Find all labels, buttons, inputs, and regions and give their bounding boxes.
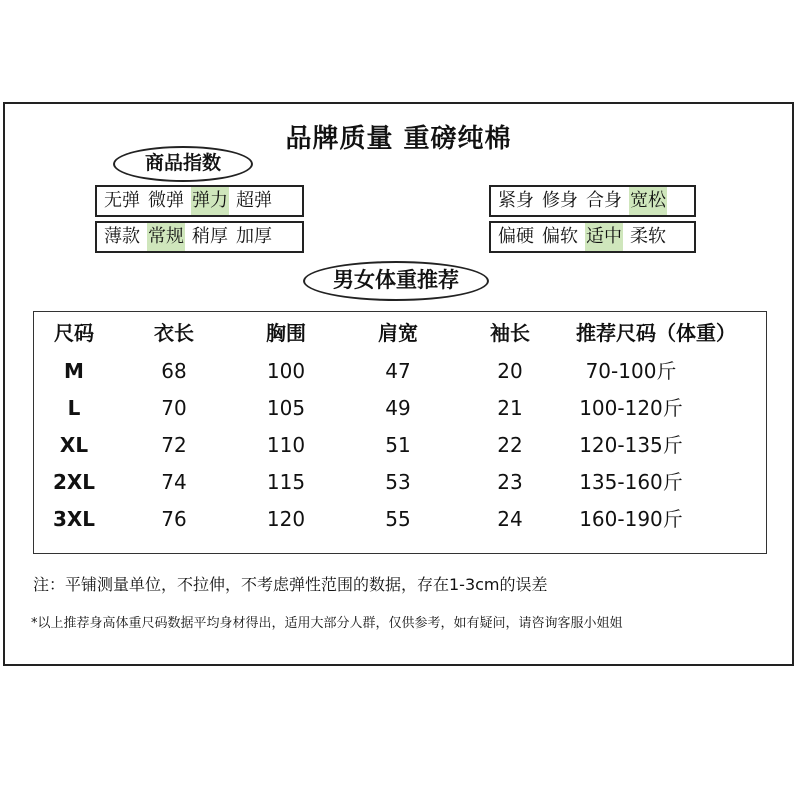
table-row: [34, 353, 766, 389]
table-header-cell: 袖长: [490, 321, 530, 345]
thickness-options: [95, 221, 304, 253]
fit-option: 合身: [586, 190, 622, 211]
fit-options: [489, 185, 696, 217]
fit-option: 紧身: [498, 190, 534, 211]
table-cell: 110: [266, 433, 306, 457]
table-cell: 68: [161, 359, 187, 383]
measurement-note: 注：平铺测量单位，不拉伸，不考虑弹性范围的数据，存在1-3cm的误差: [33, 575, 548, 594]
table-cell: 70: [161, 396, 187, 420]
table-cell: 120: [266, 507, 306, 531]
table-cell: 120-135斤: [579, 433, 683, 457]
size-chart-card: [3, 102, 794, 666]
softness-option: 偏硬: [498, 226, 534, 247]
softness-option: 偏软: [542, 226, 578, 247]
table-cell: 135-160斤: [579, 470, 683, 494]
table-cell: 100-120斤: [579, 396, 683, 420]
table-header-row: [34, 315, 766, 351]
table-cell: 24: [497, 507, 523, 531]
table-cell: 55: [385, 507, 411, 531]
table-cell-size: 2XL: [52, 470, 96, 494]
softness-option: 柔软: [630, 226, 666, 247]
table-header-cell: 尺码: [54, 321, 94, 345]
table-cell: 20: [497, 359, 523, 383]
table-row: [34, 427, 766, 463]
size-table: [33, 311, 767, 554]
table-header-cell: 胸围: [266, 321, 306, 345]
page-title: 品牌质量 重磅纯棉: [285, 124, 512, 154]
table-cell: 49: [385, 396, 411, 420]
table-cell-size: L: [67, 396, 81, 420]
disclaimer-note: *以上推荐身高体重尺码数据平均身材得出，适用大部分人群，仅供参考，如有疑问，请咨询客服小姐姐: [31, 616, 623, 631]
table-row: [34, 501, 766, 537]
stretch-option: 微弹: [148, 190, 184, 211]
table-cell: 74: [161, 470, 187, 494]
table-cell: 100: [266, 359, 306, 383]
table-header-cell: 推荐尺码（体重）: [576, 321, 736, 345]
softness-options: [489, 221, 696, 253]
stretch-option: 超弹: [236, 190, 272, 211]
stretch-option: 无弹: [104, 190, 140, 211]
table-header-cell: 肩宽: [378, 321, 418, 345]
table-cell: 105: [266, 396, 306, 420]
table-cell: 160-190斤: [579, 507, 683, 531]
table-cell: 76: [161, 507, 187, 531]
table-cell: 70-100斤: [585, 359, 677, 383]
thickness-option: 常规: [147, 223, 185, 251]
table-cell: 21: [497, 396, 523, 420]
thickness-option: 稍厚: [192, 226, 228, 247]
fit-option: 宽松: [629, 187, 667, 215]
stretch-options: [95, 185, 304, 217]
table-cell-size: 3XL: [52, 507, 96, 531]
table-cell: 53: [385, 470, 411, 494]
table-cell: 23: [497, 470, 523, 494]
table-cell-size: M: [64, 359, 84, 383]
table-cell: 72: [161, 433, 187, 457]
softness-option: 适中: [585, 223, 623, 251]
table-cell: 51: [385, 433, 411, 457]
table-header-cell: 衣长: [154, 321, 194, 345]
product-index-badge: 商品指数: [113, 146, 253, 182]
thickness-option: 薄款: [104, 226, 140, 247]
weight-recommend-badge: 男女体重推荐: [303, 261, 489, 301]
table-row: [34, 464, 766, 500]
thickness-option: 加厚: [236, 226, 272, 247]
table-cell: 22: [497, 433, 523, 457]
fit-option: 修身: [542, 190, 578, 211]
table-cell: 115: [266, 470, 306, 494]
stretch-option: 弹力: [191, 187, 229, 215]
table-row: [34, 390, 766, 426]
table-cell-size: XL: [59, 433, 89, 457]
table-cell: 47: [385, 359, 411, 383]
